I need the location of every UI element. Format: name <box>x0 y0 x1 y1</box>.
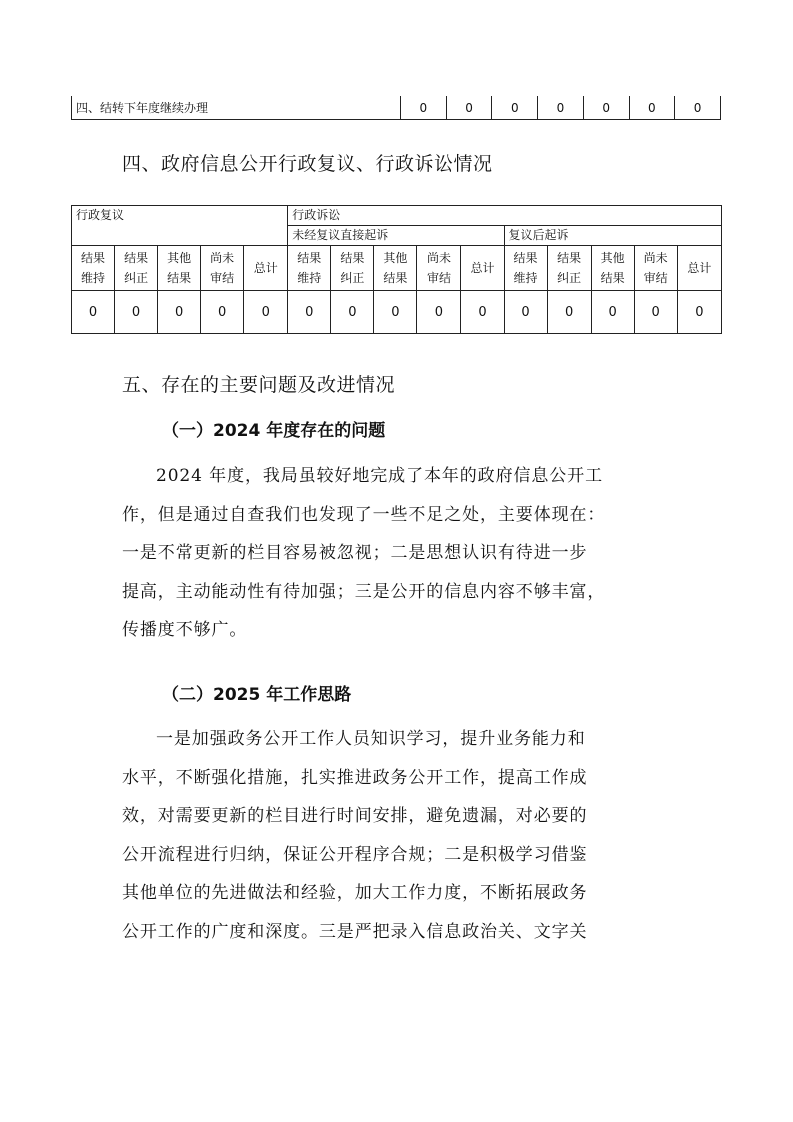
column-header-text: 维持 <box>513 271 538 285</box>
paragraph-line: 其他单位的先进做法和经验，加大工作力度，不断拓展政务 <box>122 883 588 903</box>
column-header-text: 结果 <box>513 251 538 265</box>
carry-over-value: 0 <box>675 96 721 120</box>
table-cell: 0 <box>115 291 158 334</box>
column-header <box>331 246 374 291</box>
table-cell: 0 <box>201 291 244 334</box>
column-header-text: 结果 <box>340 251 365 265</box>
column-header-text: 其他 <box>600 251 625 265</box>
column-header <box>591 246 634 291</box>
column-header-text: 纠正 <box>340 271 365 285</box>
column-header-text: 结果 <box>600 271 625 285</box>
table-cell: 0 <box>158 291 201 334</box>
table-row <box>72 96 721 120</box>
paragraph-line: 一是不常更新的栏目容易被忽视；二是思想认识有待进一步 <box>122 543 588 563</box>
column-header-text: 结果 <box>81 251 106 265</box>
subsection-heading: （一）2024 年度存在的问题 <box>162 421 386 441</box>
table-cell: 0 <box>244 291 288 334</box>
column-header <box>417 246 461 291</box>
paragraph-line: 提高，主动能动性有待加强；三是公开的信息内容不够丰富， <box>122 581 606 602</box>
table-cell: 0 <box>331 291 374 334</box>
table-cell: 0 <box>417 291 461 334</box>
direct-suit-header: 未经复议直接起诉 <box>288 226 504 246</box>
paragraph <box>122 457 670 650</box>
column-header <box>201 246 244 291</box>
column-header-text: 其他 <box>167 251 192 265</box>
column-header <box>634 246 677 291</box>
table-row <box>72 246 722 291</box>
table-row <box>72 291 722 334</box>
carry-over-label: 四、结转下年度继续办理 <box>72 96 401 120</box>
paragraph-line: 作，但是通过自查我们也发现了一些不足之处，主要体现在： <box>122 504 606 525</box>
carry-over-value: 0 <box>492 96 538 120</box>
after-review-header: 复议后起诉 <box>504 226 721 246</box>
column-header-text: 尚未 <box>426 251 451 265</box>
section-heading: 五、存在的主要问题及改进情况 <box>122 374 396 396</box>
column-header <box>374 246 417 291</box>
carry-over-value: 0 <box>446 96 492 120</box>
carry-over-value: 0 <box>629 96 675 120</box>
column-header <box>115 246 158 291</box>
paragraph-line: 一是加强政务公开工作人员知识学习，提升业务能力和 <box>156 729 586 749</box>
column-header-text: 维持 <box>81 271 106 285</box>
carry-over-value: 0 <box>538 96 584 120</box>
column-header-text: 总计 <box>470 261 495 275</box>
column-header-text: 结果 <box>557 251 582 265</box>
column-header <box>461 246 504 291</box>
column-header-text: 其他 <box>383 251 408 265</box>
column-header-text: 审结 <box>210 271 235 285</box>
paragraph-line: 效，对需要更新的栏目进行时间安排，避免遗漏，对必要的 <box>122 806 588 826</box>
column-header <box>677 246 721 291</box>
paragraph-line: 公开流程进行归纳，保证公开程序合规；二是积极学习借鉴 <box>122 844 588 865</box>
table-cell: 0 <box>634 291 677 334</box>
table-cell: 0 <box>374 291 417 334</box>
table-cell: 0 <box>547 291 591 334</box>
column-header <box>547 246 591 291</box>
column-header-text: 维持 <box>297 271 322 285</box>
carry-over-value: 0 <box>583 96 629 120</box>
paragraph <box>122 720 670 951</box>
column-header-text: 结果 <box>383 271 408 285</box>
paragraph-line: 水平，不断强化措施，扎实推进政务公开工作，提高工作成 <box>122 767 588 788</box>
column-header-text: 审结 <box>643 271 668 285</box>
column-header <box>288 246 331 291</box>
table-row <box>72 206 722 226</box>
paragraph-line: 2024 年度，我局虽较好地完成了本年的政府信息公开工 <box>156 466 603 486</box>
section-heading: 四、政府信息公开行政复议、行政诉讼情况 <box>122 153 493 175</box>
column-header-text: 纠正 <box>557 271 582 285</box>
column-header-text: 总计 <box>253 261 278 275</box>
column-header <box>72 246 115 291</box>
column-header-text: 结果 <box>124 251 149 265</box>
table-cell: 0 <box>504 291 547 334</box>
column-header-text: 结果 <box>167 271 192 285</box>
paragraph-line: 传播度不够广。 <box>122 620 248 640</box>
column-header-text: 尚未 <box>643 251 668 265</box>
carry-over-value: 0 <box>401 96 447 120</box>
review-litigation-table <box>71 205 722 334</box>
column-header <box>158 246 201 291</box>
column-header <box>504 246 547 291</box>
column-header-text: 结果 <box>297 251 322 265</box>
carry-over-table <box>71 96 721 120</box>
subsection-heading: （二）2025 年工作思路 <box>162 685 352 705</box>
column-header-text: 尚未 <box>210 251 235 265</box>
column-header-text: 总计 <box>687 261 712 275</box>
table-cell: 0 <box>591 291 634 334</box>
admin-litigation-header: 行政诉讼 <box>288 206 722 226</box>
admin-review-header: 行政复议 <box>72 206 288 246</box>
table-cell: 0 <box>288 291 331 334</box>
table-cell: 0 <box>461 291 504 334</box>
column-header <box>244 246 288 291</box>
table-cell: 0 <box>72 291 115 334</box>
column-header-text: 审结 <box>426 271 451 285</box>
column-header-text: 纠正 <box>124 271 149 285</box>
paragraph-line: 公开工作的广度和深度。三是严把录入信息政治关、文字关 <box>122 921 588 942</box>
table-cell: 0 <box>677 291 721 334</box>
